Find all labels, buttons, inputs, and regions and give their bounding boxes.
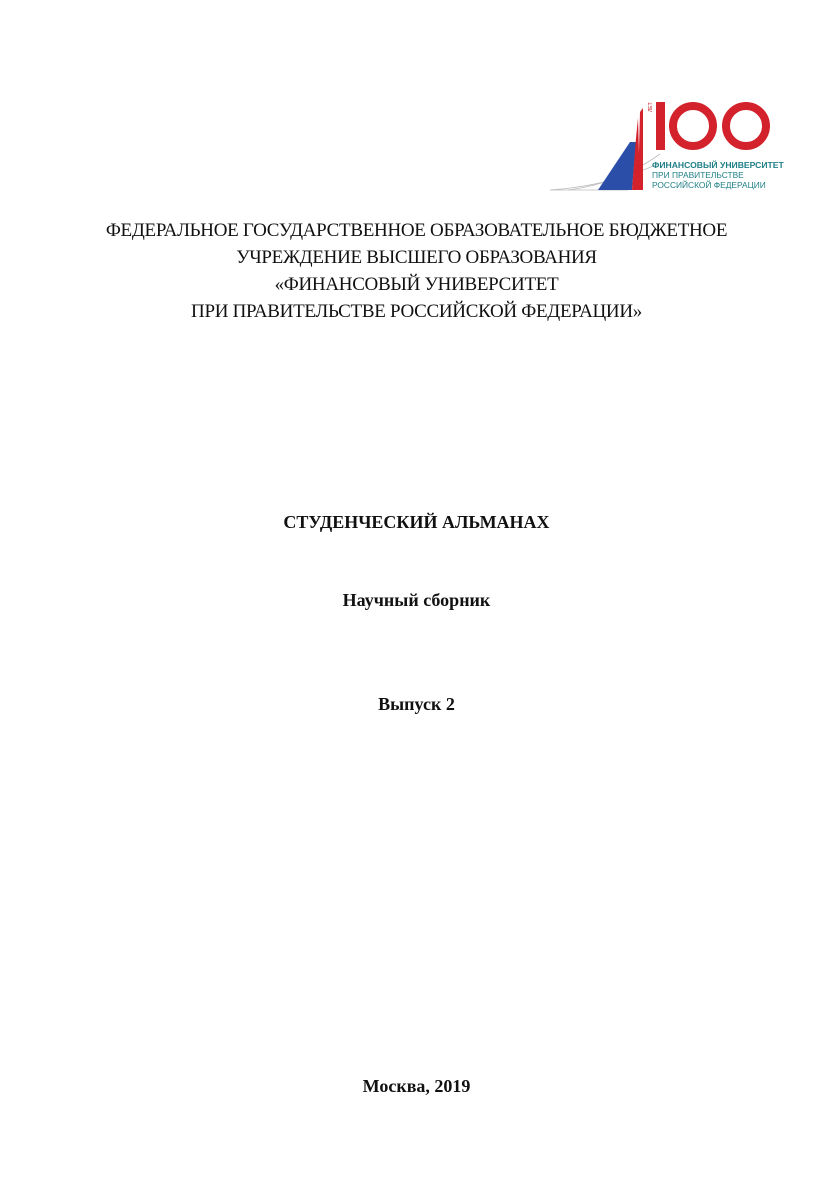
logo-caption (652, 160, 784, 190)
logo-caption-line3: РОССИЙСКОЙ ФЕДЕРАЦИИ (652, 180, 766, 190)
issue-number: Выпуск 2 (378, 694, 455, 714)
document-subtitle: Научный сборник (342, 590, 491, 610)
header-line: ПРИ ПРАВИТЕЛЬСТВЕ РОССИЙСКОЙ ФЕДЕРАЦИИ» (191, 301, 642, 322)
institution-header (0, 217, 833, 325)
logo-caption-line2: ПРИ ПРАВИТЕЛЬСТВЕ (652, 170, 744, 180)
logo-caption-line1: ФИНАНСОВЫЙ УНИВЕРСИТЕТ (652, 160, 784, 170)
header-line: «ФИНАНСОВЫЙ УНИВЕРСИТЕТ (274, 274, 559, 295)
years-label: ЛЕТ (648, 102, 654, 112)
header-line: ФЕДЕРАЛЬНОЕ ГОСУДАРСТВЕННОЕ ОБРАЗОВАТЕЛЬНОЕ БЮДЖЕТНОЕ (105, 220, 728, 241)
document-title: СТУДЕНЧЕСКИЙ АЛЬМАНАХ (283, 512, 550, 532)
header-line: УЧРЕЖДЕНИЕ ВЫСШЕГО ОБРАЗОВАНИЯ (236, 247, 597, 268)
place-and-year: Москва, 2019 (362, 1076, 471, 1096)
